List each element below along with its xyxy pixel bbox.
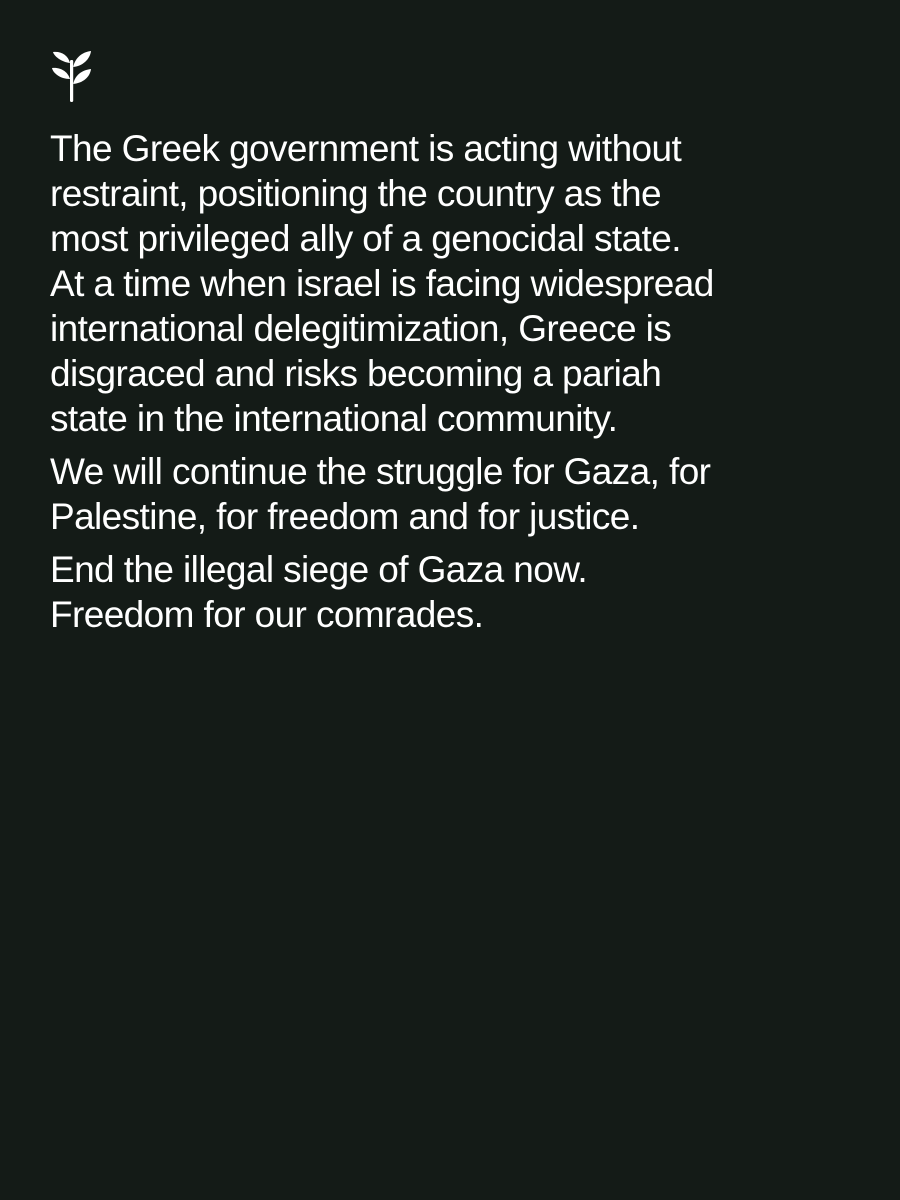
- text-line: most privileged ally of a genocidal state.: [50, 218, 681, 259]
- text-line: End the illegal siege of Gaza now.: [50, 549, 588, 590]
- sprout-leaf-icon: [50, 50, 94, 102]
- statement-paragraph-2: [50, 449, 860, 539]
- text-line: disgraced and risks becoming a pariah: [50, 353, 662, 394]
- statement-paragraph-3: [50, 547, 860, 637]
- brand-logo: [50, 50, 94, 102]
- text-line: Palestine, for freedom and for justice.: [50, 496, 640, 537]
- text-line: international delegitimization, Greece is: [50, 308, 672, 349]
- statement-paragraph-1: [50, 126, 860, 441]
- text-line: Freedom for our comrades.: [50, 594, 484, 635]
- text-line: We will continue the struggle for Gaza, for: [50, 451, 711, 492]
- text-line: state in the international community.: [50, 398, 618, 439]
- text-line: The Greek government is acting without: [50, 128, 682, 169]
- statement-text: [50, 126, 860, 645]
- text-line: At a time when israel is facing widespread: [50, 263, 714, 304]
- text-line: restraint, positioning the country as the: [50, 173, 661, 214]
